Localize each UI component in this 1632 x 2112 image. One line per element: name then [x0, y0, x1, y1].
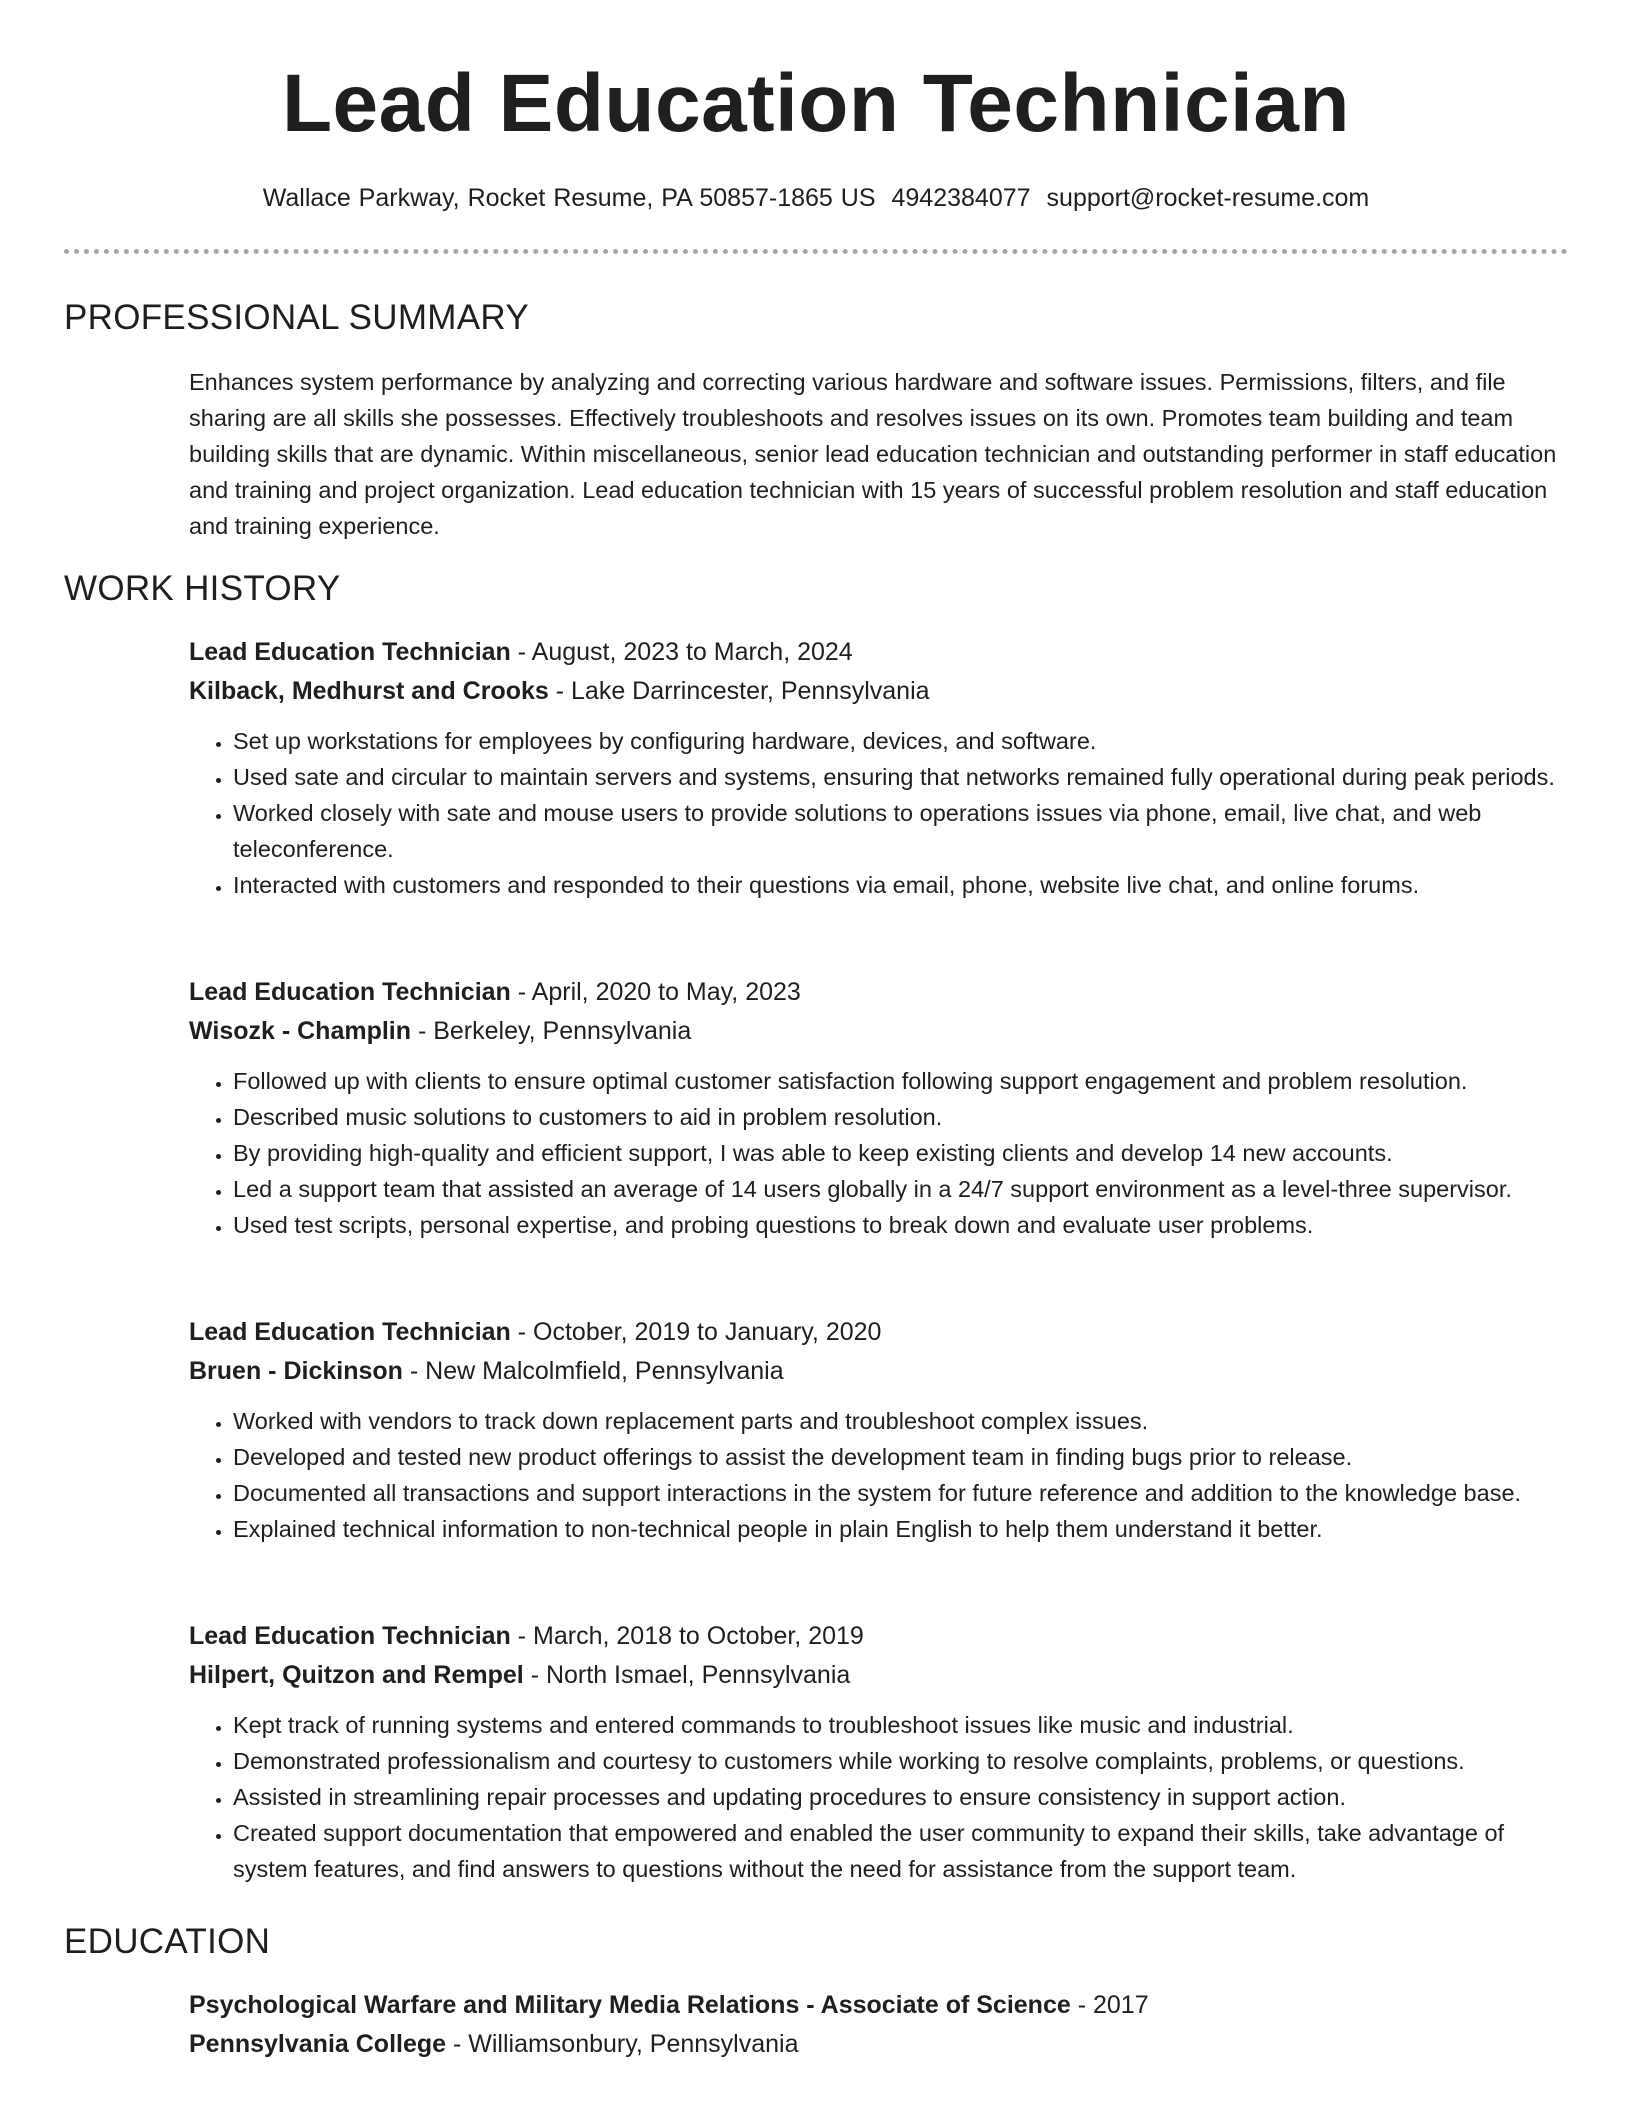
education-location: - Williamsonbury, Pennsylvania — [446, 2030, 799, 2058]
job-location: - Berkeley, Pennsylvania — [411, 1017, 692, 1045]
job-role-line — [189, 633, 1569, 672]
job-bullet: • Described music solutions to customers to aid in problem resolution. — [233, 1099, 1569, 1135]
job-location: - Lake Darrincester, Pennsylvania — [548, 677, 930, 705]
job-bullet: • Developed and tested new product offerings to assist the development team in finding bugs prior to release. — [233, 1439, 1569, 1475]
job-bullet: • Explained technical information to non-technical people in plain English to help them understand it better. — [233, 1511, 1569, 1547]
job-bullets — [189, 1403, 1569, 1547]
job-dates: - October, 2019 to January, 2020 — [510, 1318, 882, 1346]
job-role-line — [189, 973, 1569, 1012]
job-bullet: • Kept track of running systems and entered commands to troubleshoot issues like music and industrial. — [233, 1707, 1569, 1743]
job-dates: - March, 2018 to October, 2019 — [510, 1622, 864, 1650]
education-school: Pennsylvania College — [189, 2030, 447, 2058]
job-entry — [189, 973, 1569, 1243]
summary-heading: PROFESSIONAL SUMMARY — [64, 298, 529, 337]
job-company: Wisozk - Champlin — [189, 1017, 412, 1045]
job-bullet: • Set up workstations for employees by configuring hardware, devices, and software. — [233, 723, 1569, 759]
job-bullets — [189, 723, 1569, 903]
job-company-line — [189, 672, 1569, 711]
job-company: Bruen - Dickinson — [189, 1357, 403, 1385]
contact-email: support@rocket-resume.com — [1046, 184, 1370, 212]
job-bullet: • By providing high-quality and efficient support, I was able to keep existing clients and develop 14 new accounts. — [233, 1135, 1569, 1171]
job-role: Lead Education Technician — [189, 1318, 511, 1346]
job-bullet: • Worked closely with sate and mouse users to provide solutions to operations issues via phone, email, live chat, and web teleconference. — [233, 795, 1569, 867]
education-degree-line — [189, 1986, 1569, 2025]
education-entry — [189, 1986, 1569, 2064]
job-entry — [189, 633, 1569, 903]
job-bullet: • Documented all transactions and support interactions in the system for future reference and addition to the knowledge base. — [233, 1475, 1569, 1511]
education-year: - 2017 — [1070, 1991, 1149, 2019]
job-bullet: • Worked with vendors to track down replacement parts and troubleshoot complex issues. — [233, 1403, 1569, 1439]
job-entry — [189, 1313, 1569, 1547]
education-degree: Psychological Warfare and Military Media Relations - Associate of Science — [189, 1991, 1071, 2019]
job-company-line — [189, 1012, 1569, 1051]
job-bullets — [189, 1707, 1569, 1887]
job-bullets — [189, 1063, 1569, 1243]
education-heading: EDUCATION — [64, 1922, 271, 1961]
job-location: - North Ismael, Pennsylvania — [523, 1661, 851, 1689]
job-company: Hilpert, Quitzon and Rempel — [189, 1661, 524, 1689]
job-bullet: • Interacted with customers and responded to their questions via email, phone, website live chat, and online forums. — [233, 867, 1569, 903]
job-role-line — [189, 1313, 1569, 1352]
education-school-line — [189, 2025, 1569, 2064]
contact-address: Wallace Parkway, Rocket Resume, PA 50857-1865 US — [262, 184, 876, 212]
candidate-name: Lead Education Technician — [281, 58, 1351, 149]
work-history-heading: WORK HISTORY — [64, 569, 341, 608]
job-dates: - August, 2023 to March, 2024 — [510, 638, 853, 666]
job-bullet: • Created support documentation that empowered and enabled the user community to expand their skills, take advantage of system features, and find answers to questions without the need for assistance from the support team. — [233, 1815, 1569, 1887]
job-location: - New Malcolmfield, Pennsylvania — [402, 1357, 784, 1385]
job-role: Lead Education Technician — [189, 978, 511, 1006]
job-company-line — [189, 1656, 1569, 1695]
job-bullet: • Assisted in streamlining repair processes and updating procedures to ensure consistency in support action. — [233, 1779, 1569, 1815]
job-bullet: • Used test scripts, personal expertise, and probing questions to break down and evaluate user problems. — [233, 1207, 1569, 1243]
contact-line — [0, 180, 1632, 216]
job-bullet: • Demonstrated professionalism and courtesy to customers while working to resolve complaints, problems, or questions. — [233, 1743, 1569, 1779]
job-bullet: • Led a support team that assisted an average of 14 users globally in a 24/7 support environment as a level-three supervisor. — [233, 1171, 1569, 1207]
job-role: Lead Education Technician — [189, 1622, 511, 1650]
job-role-line — [189, 1617, 1569, 1656]
contact-phone: 4942384077 — [891, 184, 1031, 212]
job-company-line — [189, 1352, 1569, 1391]
job-bullet: • Followed up with clients to ensure optimal customer satisfaction following support engagement and problem resolution. — [233, 1063, 1569, 1099]
job-role: Lead Education Technician — [189, 638, 511, 666]
job-entry — [189, 1617, 1569, 1887]
header-divider — [64, 249, 1568, 254]
job-dates: - April, 2020 to May, 2023 — [510, 978, 801, 1006]
job-company: Kilback, Medhurst and Crooks — [189, 677, 549, 705]
job-bullet: • Used sate and circular to maintain servers and systems, ensuring that networks remained fully operational during peak periods. — [233, 759, 1569, 795]
summary-text: Enhances system performance by analyzing and correcting various hardware and software issues. Permissions, filters, and file sharing are all skills she possesses. Effectively troubleshoots and resolves issues on its own. Promotes team building and team building skills that are dynamic. Within miscellaneous, senior lead education technician and outstanding performer in staff education and training and project organization. Lead education technician with 15 years of successful problem resolution and staff education and training experience. — [189, 369, 1557, 539]
